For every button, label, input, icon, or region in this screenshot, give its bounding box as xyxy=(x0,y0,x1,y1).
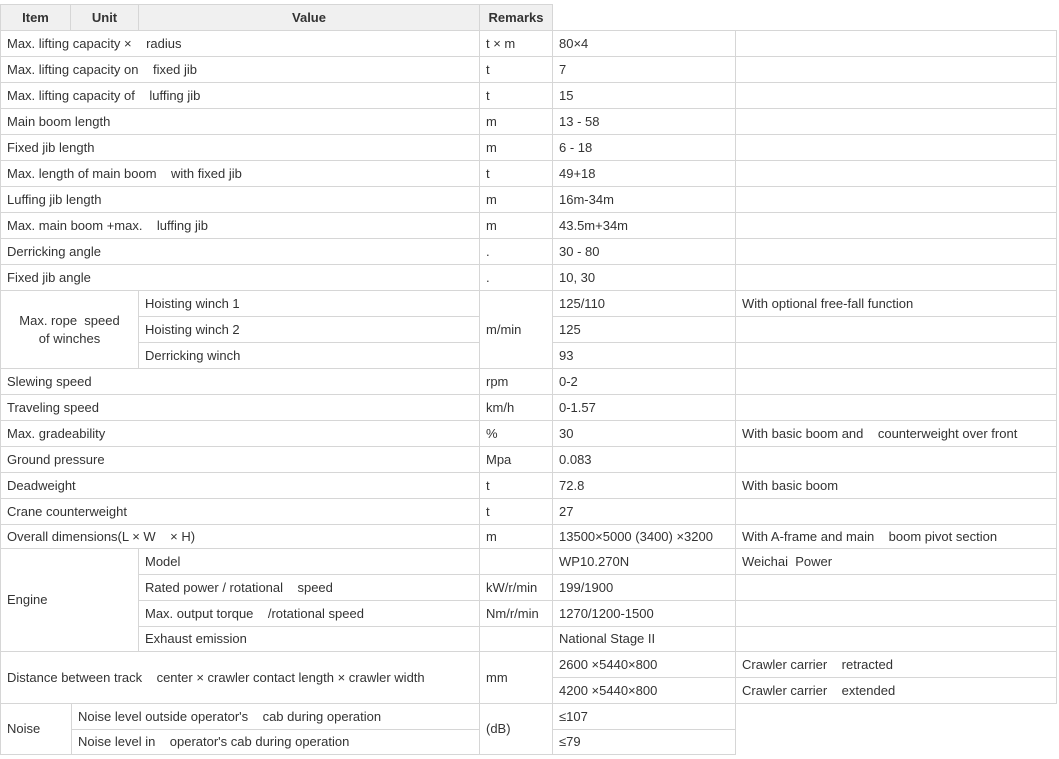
row-unit-main-boom-with-fixed-jib: t xyxy=(479,160,553,187)
row-value-counterweight: 27 xyxy=(552,498,736,525)
sub-remarks-rated-power xyxy=(735,574,1057,601)
sub-remarks-track-extended: Crawler carrier extended xyxy=(735,677,1057,704)
sub-label-noise-outside: Noise level outside operator's cab during operation xyxy=(71,703,480,730)
group-item-rope-speed: Max. rope speed of winches xyxy=(0,290,139,369)
sub-remarks-track-retracted: Crawler carrier retracted xyxy=(735,651,1057,678)
sub-value-derricking-winch: 93 xyxy=(552,342,736,369)
row-remarks-deadweight: With basic boom xyxy=(735,472,1057,499)
sub-value-noise-outside: ≤107 xyxy=(552,703,736,730)
sub-label-hoisting-winch-1: Hoisting winch 1 xyxy=(138,290,480,317)
row-remarks-ground-pressure xyxy=(735,446,1057,473)
row-unit-lifting-capacity-luffing-jib: t xyxy=(479,82,553,109)
row-value-lifting-capacity-luffing-jib: 15 xyxy=(552,82,736,109)
row-value-gradeability: 30 xyxy=(552,420,736,447)
row-value-main-boom-length: 13 - 58 xyxy=(552,108,736,135)
row-unit-derricking-angle: . xyxy=(479,238,553,265)
row-value-fixed-jib-length: 6 - 18 xyxy=(552,134,736,161)
sub-label-rated-power: Rated power / rotational speed xyxy=(138,574,480,601)
row-remarks-lifting-capacity-fixed-jib xyxy=(735,56,1057,83)
row-item-fixed-jib-length: Fixed jib length xyxy=(0,134,480,161)
header-unit: Unit xyxy=(70,4,139,31)
sub-value-hoisting-winch-1: 125/110 xyxy=(552,290,736,317)
group-item-noise: Noise xyxy=(0,703,72,755)
sub-remarks-hoisting-winch-1: With optional free-fall function xyxy=(735,290,1057,317)
row-value-main-boom-plus-luffing-jib: 43.5m+34m xyxy=(552,212,736,239)
row-unit-deadweight: t xyxy=(479,472,553,499)
row-unit-lifting-capacity-radius: t × m xyxy=(479,30,553,57)
header-value: Value xyxy=(138,4,480,31)
sub-remarks-exhaust-emission xyxy=(735,626,1057,652)
row-remarks-fixed-jib-length xyxy=(735,134,1057,161)
row-remarks-fixed-jib-angle xyxy=(735,264,1057,291)
row-item-derricking-angle: Derricking angle xyxy=(0,238,480,265)
row-remarks-main-boom-with-fixed-jib xyxy=(735,160,1057,187)
row-remarks-derricking-angle xyxy=(735,238,1057,265)
row-value-main-boom-with-fixed-jib: 49+18 xyxy=(552,160,736,187)
row-unit-lifting-capacity-fixed-jib: t xyxy=(479,56,553,83)
sub-label-hoisting-winch-2: Hoisting winch 2 xyxy=(138,316,480,343)
sub-label-engine-model: Model xyxy=(138,548,480,575)
row-value-slewing-speed: 0-2 xyxy=(552,368,736,395)
sub-remarks-hoisting-winch-2 xyxy=(735,316,1057,343)
row-item-lifting-capacity-luffing-jib: Max. lifting capacity of luffing jib xyxy=(0,82,480,109)
sub-value-output-torque: 1270/1200-1500 xyxy=(552,600,736,627)
row-value-fixed-jib-angle: 10, 30 xyxy=(552,264,736,291)
row-item-main-boom-length: Main boom length xyxy=(0,108,480,135)
row-item-deadweight: Deadweight xyxy=(0,472,480,499)
row-value-derricking-angle: 30 - 80 xyxy=(552,238,736,265)
row-item-lifting-capacity-radius: Max. lifting capacity × radius xyxy=(0,30,480,57)
sub-label-noise-inside: Noise level in operator's cab during operation xyxy=(71,729,480,755)
header-remarks: Remarks xyxy=(479,4,553,31)
sub-value-track-retracted: 2600 ×5440×800 xyxy=(552,651,736,678)
sub-remarks-output-torque xyxy=(735,600,1057,627)
row-item-traveling-speed: Traveling speed xyxy=(0,394,480,421)
row-unit-gradeability: % xyxy=(479,420,553,447)
row-value-deadweight: 72.8 xyxy=(552,472,736,499)
group-unit-noise: (dB) xyxy=(479,703,553,755)
row-unit-luffing-jib-length: m xyxy=(479,186,553,213)
row-remarks-counterweight xyxy=(735,498,1057,525)
row-value-traveling-speed: 0-1.57 xyxy=(552,394,736,421)
row-value-lifting-capacity-radius: 80×4 xyxy=(552,30,736,57)
row-remarks-luffing-jib-length xyxy=(735,186,1057,213)
row-unit-counterweight: t xyxy=(479,498,553,525)
header-item: Item xyxy=(0,4,71,31)
row-remarks-main-boom-length xyxy=(735,108,1057,135)
sub-remarks-derricking-winch xyxy=(735,342,1057,369)
sub-value-track-extended: 4200 ×5440×800 xyxy=(552,677,736,704)
group-unit-rope-speed: m/min xyxy=(479,290,553,369)
row-value-overall-dimensions: 13500×5000 (3400) ×3200 xyxy=(552,524,736,549)
row-value-lifting-capacity-fixed-jib: 7 xyxy=(552,56,736,83)
row-item-main-boom-plus-luffing-jib: Max. main boom +max. luffing jib xyxy=(0,212,480,239)
row-item-overall-dimensions: Overall dimensions(L × W × H) xyxy=(0,524,480,549)
row-remarks-main-boom-plus-luffing-jib xyxy=(735,212,1057,239)
row-item-lifting-capacity-fixed-jib: Max. lifting capacity on fixed jib xyxy=(0,56,480,83)
row-unit-fixed-jib-angle: . xyxy=(479,264,553,291)
sub-unit-exhaust-emission xyxy=(479,626,553,652)
row-remarks-lifting-capacity-luffing-jib xyxy=(735,82,1057,109)
row-remarks-gradeability: With basic boom and counterweight over front xyxy=(735,420,1057,447)
row-unit-main-boom-length: m xyxy=(479,108,553,135)
sub-label-exhaust-emission: Exhaust emission xyxy=(138,626,480,652)
row-remarks-lifting-capacity-radius xyxy=(735,30,1057,57)
sub-value-exhaust-emission: National Stage II xyxy=(552,626,736,652)
sub-value-engine-model: WP10.270N xyxy=(552,548,736,575)
row-value-luffing-jib-length: 16m-34m xyxy=(552,186,736,213)
sub-remarks-engine-model: Weichai Power xyxy=(735,548,1057,575)
row-value-ground-pressure: 0.083 xyxy=(552,446,736,473)
sub-label-output-torque: Max. output torque /rotational speed xyxy=(138,600,480,627)
group-item-engine: Engine xyxy=(0,548,139,652)
sub-value-hoisting-winch-2: 125 xyxy=(552,316,736,343)
sub-unit-rated-power: kW/r/min xyxy=(479,574,553,601)
row-item-main-boom-with-fixed-jib: Max. length of main boom with fixed jib xyxy=(0,160,480,187)
row-unit-slewing-speed: rpm xyxy=(479,368,553,395)
sub-label-derricking-winch: Derricking winch xyxy=(138,342,480,369)
row-item-ground-pressure: Ground pressure xyxy=(0,446,480,473)
sub-value-noise-inside: ≤79 xyxy=(552,729,736,755)
row-unit-fixed-jib-length: m xyxy=(479,134,553,161)
row-unit-ground-pressure: Mpa xyxy=(479,446,553,473)
row-item-slewing-speed: Slewing speed xyxy=(0,368,480,395)
group-unit-track-distance: mm xyxy=(479,651,553,704)
row-item-luffing-jib-length: Luffing jib length xyxy=(0,186,480,213)
row-item-counterweight: Crane counterweight xyxy=(0,498,480,525)
sub-unit-engine-model xyxy=(479,548,553,575)
row-remarks-overall-dimensions: With A-frame and main boom pivot section xyxy=(735,524,1057,549)
row-item-gradeability: Max. gradeability xyxy=(0,420,480,447)
group-item-track-distance: Distance between track center × crawler contact length × crawler width xyxy=(0,651,480,704)
row-unit-traveling-speed: km/h xyxy=(479,394,553,421)
sub-value-rated-power: 199/1900 xyxy=(552,574,736,601)
sub-unit-output-torque: Nm/r/min xyxy=(479,600,553,627)
row-item-fixed-jib-angle: Fixed jib angle xyxy=(0,264,480,291)
row-remarks-slewing-speed xyxy=(735,368,1057,395)
row-remarks-traveling-speed xyxy=(735,394,1057,421)
row-unit-overall-dimensions: m xyxy=(479,524,553,549)
row-unit-main-boom-plus-luffing-jib: m xyxy=(479,212,553,239)
